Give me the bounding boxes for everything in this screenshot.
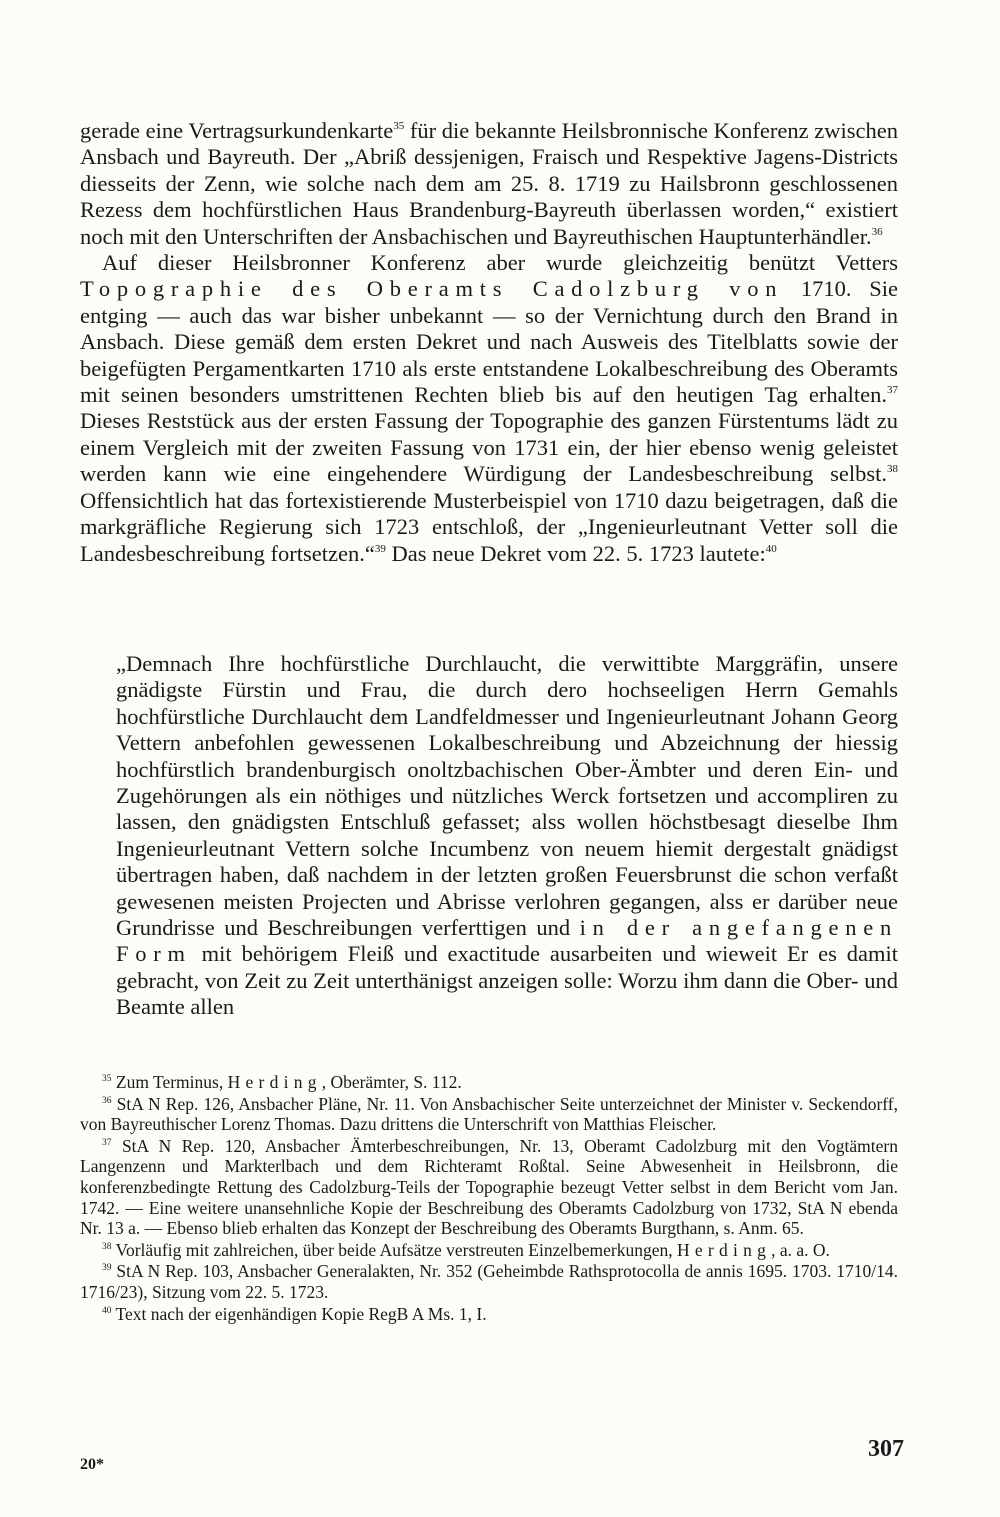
footnote-ref-35: 35	[393, 120, 405, 132]
main-text	[80, 118, 898, 567]
spaced-title: Topographie des Oberamts Cadolzburg von	[80, 276, 784, 302]
paragraph-2: Auf dieser Heilsbronner Konferenz aber wurde gleichzeitig benützt Vetters Topographie des Oberamts Cadolzburg von 1710. Sie entging — auch das war bisher unbekannt — so der Vernichtung durch den Brand in Ansbach. Diese gemäß dem ersten Dekret und nach Ausweis des Titelblatts sowie der beigefügten Pergamentkarten 1710 als erste entstandene Lokalbeschreibung des Oberamts mit seinen besonders umstrittenen Rechten blieb bis auf den heutigen Tag erhalten.$^{37}$ Dieses Reststück aus der ersten Fassung der Topographie des ganzen Fürstentums lädt zu einem Vergleich mit der zweiten Fassung von 1731 ein, der hier ebenso wenig geleistet werden kann wie eine eingehendere Würdigung der Landesbeschreibung selbst.$^{38}$ Offensichtlich hat das fortexistierende Musterbeispiel von 1710 dazu beigetragen, daß die markgräfliche Regierung sich 1723 entschloß, der „Ingenieurleutnant Vetter soll die Landesbeschreibung fortsetzen.“$^{39}$ Das neue Dekret vom 22. 5. 1723 lautete:$^{40}$	[80, 250, 898, 566]
page-number: 307	[868, 1436, 904, 1462]
block-quote: „Demnach Ihre hochfürstliche Durchlaucht, die verwittibte Marggräfin, unsere gnädigste Fürstin und Frau, die durch dero hochseeligen Herrn Gemahls hochfürstliche Durchlaucht dem Landfeldmesser und Ingenieurleutnant Johann Georg Vettern anbefohlen gewessenen Lokalbeschreibung und Abzeichnung der hiessig hochfürstlich brandenburgisch onoltzbachischen Ober-Ämbter und deren Ein- und Zugehörungen als ein nöthiges und nützliches Werck fortsetzen und accompliren zu lassen, den gnädigsten Entschluß gefasset; alss wollen höchstbesagt dieselbe Ihm Ingenieurleutnant Vettern solche Incumbenz von neuem hiemit dergestalt gnädigst übertragen haben, daß nachdem in der letzten großen Feuersbrunst die schon verfaßt gewesenen meisten Projecten und Abrisse verlohren gegangen, alss er darüber neue Grundrisse und Beschreibungen verferttigen und in der angefangenen Form mit behörigem Fleiß und exactitude ausarbeiten und wieweit Er es damit gebracht, von Zeit zu Zeit unterthänigst anzeigen solle: Worzu ihm dann die Ober- und Beamte allen	[116, 651, 899, 1020]
footnote-40: $^{40}$ Text nach der eigenhändigen Kopie RegB A Ms. 1, I.	[102, 1303, 487, 1324]
footnote-39: $^{39}$ StA N Rep. 103, Ansbacher Generalakten, Nr. 352 (Geheimbde Rathsprotocolla de annis 1695. 1703. 1710/14. 1716/23), Sitzung vom 22. 5. 1723.	[80, 1261, 898, 1302]
spaced-phrase: in der angefangenen Form	[116, 915, 899, 967]
footnote-ref-38: 38	[887, 463, 898, 476]
footnote-ref-37: 37	[887, 384, 898, 397]
footnotes	[80, 1072, 898, 1325]
footnote-ref-39: 39	[374, 542, 386, 555]
paragraph-1: gerade eine Vertragsurkundenkarte$^{35}$ für die bekannte Heilsbronnische Konferenz zwischen Ansbach und Bayreuth. Der „Abriß dessjenigen, Fraisch und Respektive Jagens-Districts diesseits der Zenn, wie solche nach dem am 25. 8. 1719 zu Hailsbronn geschlossenen Rezess dem hochfürstlichen Haus Brandenburg-Bayreuth überlassen worden,“ existiert noch mit den Unterschriften der Ansbachischen und Bayreuthischen Hauptunterhändler.$^{36}$	[80, 118, 898, 249]
footnote-ref-36: 36	[871, 225, 883, 238]
footnote-35: $^{35}$ Zum Terminus, Herding, Oberämter, S. 112.	[102, 1072, 462, 1092]
footnote-38: $^{38}$ Vorläufig mit zahlreichen, über beide Aufsätze verstreuten Einzelbemerkungen, Herding, a. a. O.	[102, 1239, 830, 1260]
footnote-36: $^{36}$ StA N Rep. 126, Ansbacher Pläne, Nr. 11. Von Ansbachischer Seite unterzeichnet der Minister v. Seckendorff, von Bayreuthischer Lorenz Thomas. Dazu drittens die Unterschrift von Matthias Fleischer.	[80, 1093, 898, 1135]
signature-mark: 20*	[80, 1456, 104, 1473]
footnote-ref-40: 40	[765, 542, 777, 555]
footnote-37: $^{37}$ StA N Rep. 120, Ansbacher Ämterbeschreibungen, Nr. 13, Oberamt Cadolzburg mit den Vogtämtern Langenzenn und Markterlbach und dem Richteramt Roßtal. Seine Abwesenheit in Heilsbronn, die konferenzbedingte Rettung des Cadolzburg-Teils der Topographie bezeugt Vetter selbst in dem Bericht vom Jan. 1742. — Eine weitere unansehnliche Kopie der Beschreibung des Oberamts Cadolzburg von 1732, StA N ebenda Nr. 13 a. — Ebenso blieb erhalten das Konzept der Beschreibung des Oberamts Burgthann, s. Anm. 65.	[80, 1135, 898, 1239]
